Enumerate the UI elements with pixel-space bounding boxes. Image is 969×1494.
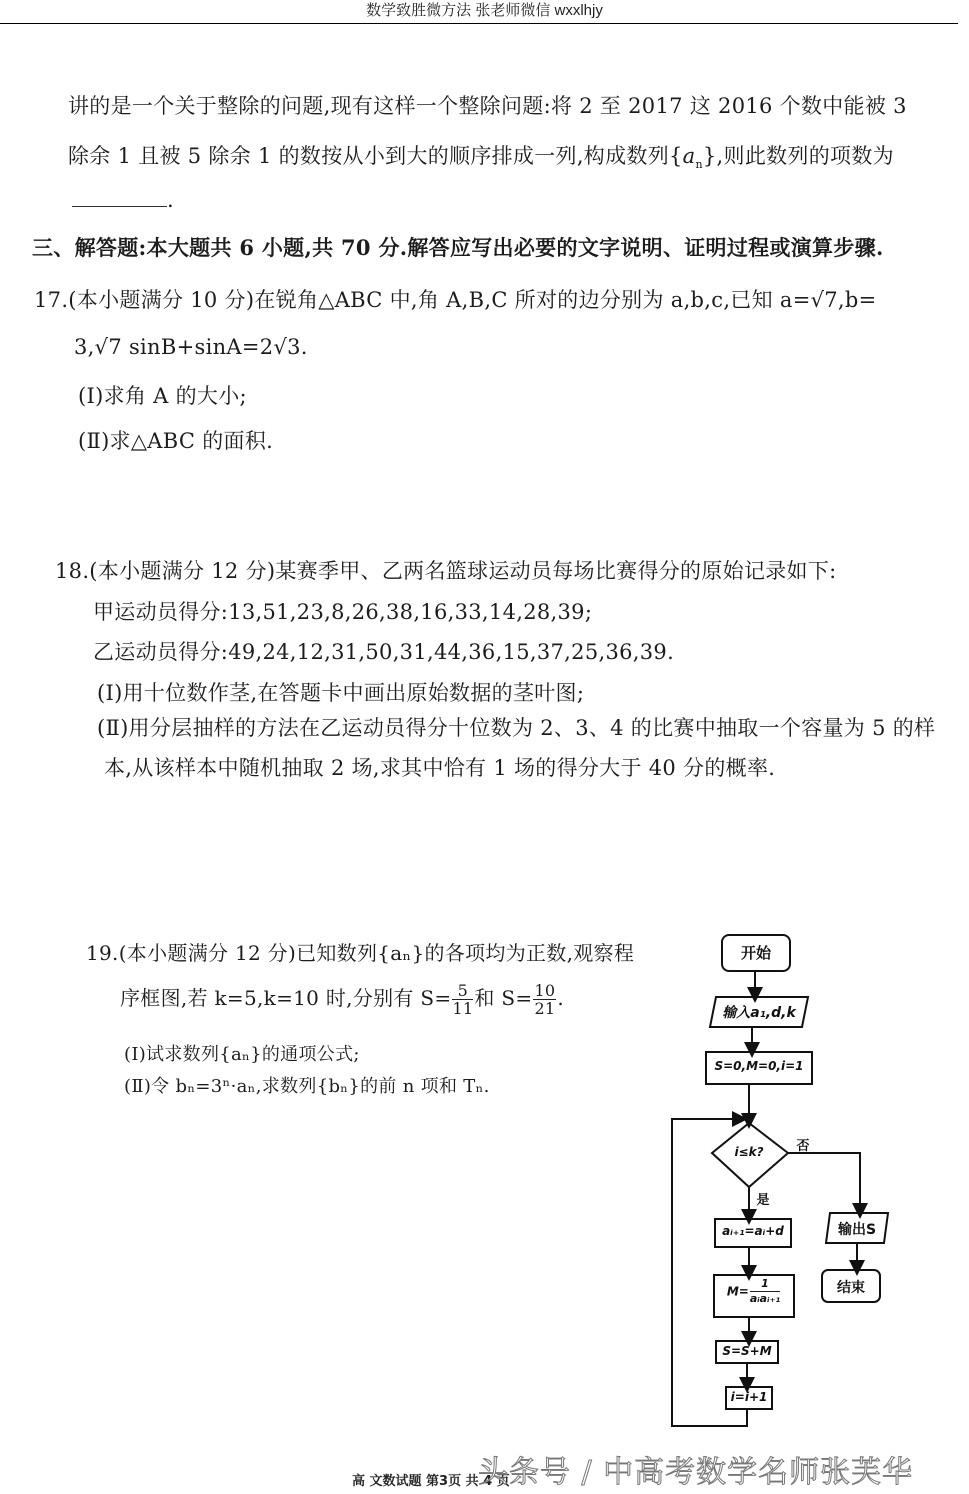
q16-line-2-text-b: },则此数列的项数为 — [702, 144, 894, 168]
q19-line-2-end: . — [557, 986, 565, 1010]
page-header: 数学致胜微方法 张老师微信 wxxlhjy — [366, 2, 603, 19]
q18-jia-values: 13,51,23,8,26,38,16,33,14,28,39; — [228, 600, 593, 624]
q18-yi-label: 乙运动员得分: — [93, 640, 229, 664]
flowchart-yes-label: 是 — [756, 1193, 770, 1208]
section-3-heading: 三、解答题:本大题共 6 小题,共 70 分.解答应写出必要的文字说明、证明过程或演算步骤. — [32, 235, 884, 260]
q16-sequence-var: a — [682, 144, 696, 168]
q16-answer-line — [72, 188, 174, 212]
step-m-denominator: aᵢaᵢ₊₁ — [749, 1292, 781, 1305]
program-flowchart — [660, 925, 920, 1435]
q19-line-2-text-mid: 和 S= — [474, 986, 533, 1010]
q18-part-2-line-1: (Ⅱ)用分层抽样的方法在乙运动员得分十位数为 2、3、4 的比赛中抽取一个容量为 5 的样 — [97, 716, 936, 740]
q19-line-1: 19.(本小题满分 12 分)已知数列{aₙ}的各项均为正数,观察程 — [86, 941, 635, 965]
fraction-10-21 — [533, 982, 556, 1017]
fraction-5-11 — [452, 982, 473, 1017]
fraction-numerator: 10 — [534, 981, 556, 1000]
q17-line-1: 17.(本小题满分 10 分)在锐角△ABC 中,角 A,B,C 所对的边分别为 a,b,c,已知 a=√7,b= — [34, 288, 877, 312]
q16-period: . — [167, 188, 174, 212]
fraction-numerator: 5 — [452, 982, 473, 1000]
q19-part-1: (Ⅰ)试求数列{aₙ}的通项公式; — [124, 1044, 360, 1065]
q16-line-1: 讲的是一个关于整除的问题,现有这样一个整除问题:将 2 至 2017 这 2016 个数中能被 3 — [68, 94, 907, 118]
fraction-denominator: 11 — [452, 999, 474, 1018]
q17-part-1: (Ⅰ)求角 A 的大小; — [78, 384, 247, 408]
flowchart-step-m — [714, 1277, 794, 1306]
step-m-fraction — [750, 1277, 780, 1306]
flowchart-step-increment: i=i+1 — [730, 1390, 768, 1404]
q17-part-2: (Ⅱ)求△ABC 的面积. — [78, 429, 274, 453]
q18-jia-label: 甲运动员得分: — [93, 600, 229, 624]
q19-line-2 — [120, 982, 564, 1017]
header-divider — [0, 23, 958, 24]
fraction-denominator: 21 — [534, 999, 556, 1018]
q16-sequence-sub: n — [695, 158, 703, 172]
q18-jia-scores — [93, 596, 592, 626]
q18-line-1: 18.(本小题满分 12 分)某赛季甲、乙两名篮球运动员每场比赛得分的原始记录如下: — [55, 559, 837, 583]
flowchart-no-label: 否 — [796, 1139, 810, 1154]
q18-part-2-line-2: 本,从该样本中随机抽取 2 场,求其中恰有 1 场的得分大于 40 分的概率. — [104, 756, 776, 780]
q16-line-2 — [68, 140, 894, 171]
q19-part-2: (Ⅱ)令 bₙ=3ⁿ·aₙ,求数列{bₙ}的前 n 项和 Tₙ. — [124, 1076, 490, 1097]
q18-yi-scores — [93, 636, 674, 666]
q18-part-1: (Ⅰ)用十位数作茎,在答题卡中画出原始数据的茎叶图; — [97, 681, 585, 705]
flowchart-condition: i≤k? — [734, 1145, 764, 1159]
flowchart-output: 输出S — [837, 1222, 877, 1238]
flowchart-start: 开始 — [740, 944, 771, 962]
flowchart-step-sum: S=S+M — [722, 1344, 772, 1358]
flowchart-input: 输入a₁,d,k — [722, 1005, 796, 1021]
flowchart-step-next-term: aᵢ₊₁=aᵢ+d — [722, 1224, 784, 1238]
flowchart-init: S=0,M=0,i=1 — [714, 1059, 804, 1073]
q16-line-2-text-a: 除余 1 且被 5 除余 1 的数按从小到大的顺序排成一列,构成数列{ — [68, 144, 683, 168]
step-m-lhs: M= — [726, 1284, 749, 1299]
q19-line-2-text-a: 序框图,若 k=5,k=10 时,分别有 S= — [120, 986, 452, 1010]
answer-blank — [72, 190, 167, 207]
page-footer-info: 高 文数试题 第3页 共 4 页 — [352, 1474, 510, 1489]
flowchart-end: 结束 — [837, 1280, 865, 1296]
q18-yi-values: 49,24,12,31,50,31,44,36,15,37,25,36,39. — [228, 640, 675, 664]
q17-line-2: 3,√7 sinB+sinA=2√3. — [74, 335, 308, 359]
step-m-numerator: 1 — [750, 1277, 780, 1292]
watermark: 头条号 / 中高考数学名师张芙华 — [478, 1455, 914, 1490]
